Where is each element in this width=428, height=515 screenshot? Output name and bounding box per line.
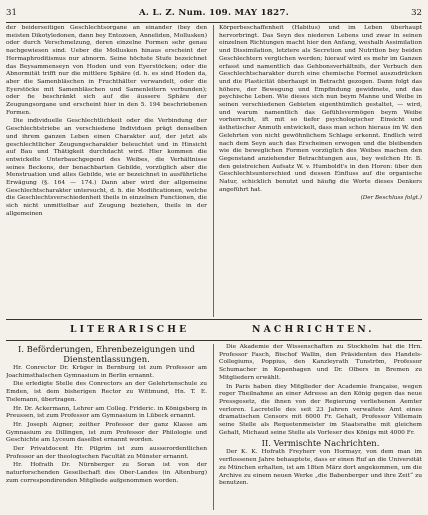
paragraph: Die individuelle Geschlechtlichkeit oder die Verbindung der Geschlechtstriebe an verschiedene Individuen prägt denselben und ihrem ganzen Leben einen Charakter auf, der jetzt als geschlechtlicher Zeugungscharakter beleuchtet und in Hinsicht auf Bau und Thätigkeit durchdacht wird. Hier kommen die entwickelte Unterbauchgegend des Weibes, die Verhältnisse seines Beckens, der benachbarten Gebilde, vorzüglich aber die Menstruation und alles Gebilde, wie er bezeichnet in ausführliche Erwägung (§. 164 — 174.) Dann aber wird der allgemeine Geschlechtscharakter untersucht, d. h. die Modificationen, welche die Geschlechtsverschiedenheit theils in einzelnen Functionen, die sich nicht unmittelbar auf Zeugung beziehen, theils in der allgemeinen [6,118,207,217]
subsection-title: II. Vermischte Nachrichten. [261,438,380,449]
header-rule [6,22,422,23]
bottom-right-column [219,344,422,510]
paragraph: In Paris haben diey Mitglieder der Academie française, wegen reger Theilnahme an einer Adresse an den König gegen das neue Pressgesetz, die ihnen von der Regierung verliehenen Aemter verloren. Lacretelle des seit 23 Jahren verwaltete Amt eines dramatischen Censors mit 6000 Fr. Gehalt, Professor Villemain seine Stelle als Requetenmeister im Staatsrathe mit gleichem Gehalt, Michaud seine Stelle als Vorleser des Königs mit 4000 Fr. [219,383,422,436]
subsection-title: I. Beförderungen, Ehrenbezeigungen und Dienstentlassungen. [18,344,195,364]
paragraph: Der Privatdocent Hr. Pilgrim ist zum ausserordentlichen Professor an der theologischen Facultät zu Münster ernannt. [6,446,207,460]
running-header [6,6,422,20]
top-right-column [219,25,422,317]
section-heading-right: NACHRICHTEN. [252,324,375,335]
paragraph: Die erledigte Stelle des Conrectors an der Gelehrtenschule zu Emden, ist dem bisherigen Rector zu Wittmund, Hn. T. E. Tielemann, übertragen. [6,381,207,403]
paragraph: Hr. Conrector Dr. Krüger in Bernburg ist zum Professor am Joachimsthalschen Gymnasium in Berlin ernannt. [6,365,207,379]
paragraph: Hr. Dr. Ackermann, Lehrer am Colleg. Frideric. in Königsberg in Preussen, ist zum Professor am Gymnasium in Lübeck ernannt. [6,405,207,420]
paragraph: Hr. Joseph Aigner, zeither Professor der ganz Klasse am Gymnasium zu Dillingen, ist zum Professor der Philologie und Geschichte am Lyceum daselbst ernannt worden. [6,421,207,444]
section-rule [6,340,422,341]
section-heading-left: LITERARISCHE [70,324,190,335]
page-number-left: 31 [6,8,17,18]
paragraph: Körperbeschaffenheit (Habitus) und im Leben überhaupt hervorbringt. Das Seyn des niederen Lebens und zwar in seinen einzelnen Richtungen macht hier den Anfang, weshalb Assimilation und Dissimilation, letztere als Secretion und Nutrition bey beiden Geschlechtern verglichen werden; hierauf wird es mehr im Ganzen erfasst und namentlich das Gehbonsverhältnifs, der Verbuch den Geschlechtscharakter durch eine chemische Formel auszudrücken und die Plasticität überhaupt in Betracht gezogen. Dann folgt das höhere, der Bewegung und Empfindung gewidmete, und das psychische Leben. Wie dieses sich nun beym Manne und Weibe in seinen verschiedenen Gebieten eigenthümlich gestaltet, — wird, und warum namentlich das Gefühlsvermögen beym Weibe vorherrscht, ift mit so tiefer psychologischer Einsicht und ästhetischer Anmuth entwickelt, dass man schon hieraus im W. den Gelehrten von nicht gewöhnlichem Schlage erkennt. Endlich wird nach dem Seyn auch das Erscheinen erwogen und die bleibenden wie die beweglichen Formen vorzüglich des Weibes machen den Gegenstand anziehender Betrachtungen aus, bey welchen Hr. B. den geistreichen Aufsatz W. v. Humboldt's in den Horen: über den Geschlechtsunterschied und dessen Einfluss auf die organische Natur, schicklich benutzt und häufig die Worte dieses Denkers angeführt hat. [219,25,422,193]
paragraph: der beiderseitigen Geschlechtsorgane an einander (bey den meisten Dikotyledonen, dann bey Entozoen, Anneliden, Mollusken) oder durch Verschmelzung, deren einzelne Formen sehr genau nachgewiesen sind. Ueber die Mollusken hinaus erscheint der Hermaphroditismus nur abnorm. Seine höchste Stufe bezeichnet das Beysammenseyn von Hoden und von Eyerstöcken; oder die Abnormität trifft nur die mittlere Sphäre (d. h. es sind Hoden da, aber die Samenbläschen in Fruchthälter verwandelt, oder die Eyerstöcke mit Samenbläschen und Samenleitern verbunden); oder fie beschränkt sich auf die äussere Sphäre der Zeugungsorgane und erscheint hier in den 5. 194 beschriebenen Formen. [6,25,207,116]
paragraph: Hr. Hofrath Dr. Nürnberger zu Soran ist von der naturforschenden Gesellschaft des Ober-Landes (in Altenburg) zum correspondirenden Mitgliede aufgenommen worden. [6,462,207,484]
column-divider [213,344,214,510]
journal-issue-header: A. L. Z. Num. 109. MAY 1827. [138,8,290,18]
page-number-right: 32 [411,8,422,18]
section-heading [6,322,422,338]
paragraph: Der K. K. Hofrath Freyherr von Hormayr, von dem man im verflossenen Jahre behauptete, dass er einen Ruf an die Universität zu München erhalten, ist am 18ten März dort angekommen, um die Archive zu einem neuen Werke „die Babenberger und ihre Zeit“ zu benutzen. [219,449,422,487]
bottom-left-column [6,344,207,510]
section-rule [6,319,422,320]
top-left-column [6,25,207,317]
continuation-note: (Der Beschluss folgt.) [360,195,422,202]
paragraph: Die Akademie der Wissenschaften zu Stockholm hat die Hrn. Professor Fasch, Bischof Wallin, den Präsidenten des Handels-Collegiums, Poppius, den Kanzleyrath Tunström, Professor Schumacher in Kopenhagen und Dr. Olbers in Bremen zu Mitgliedern erwählt. [219,344,422,381]
column-divider [213,25,214,317]
